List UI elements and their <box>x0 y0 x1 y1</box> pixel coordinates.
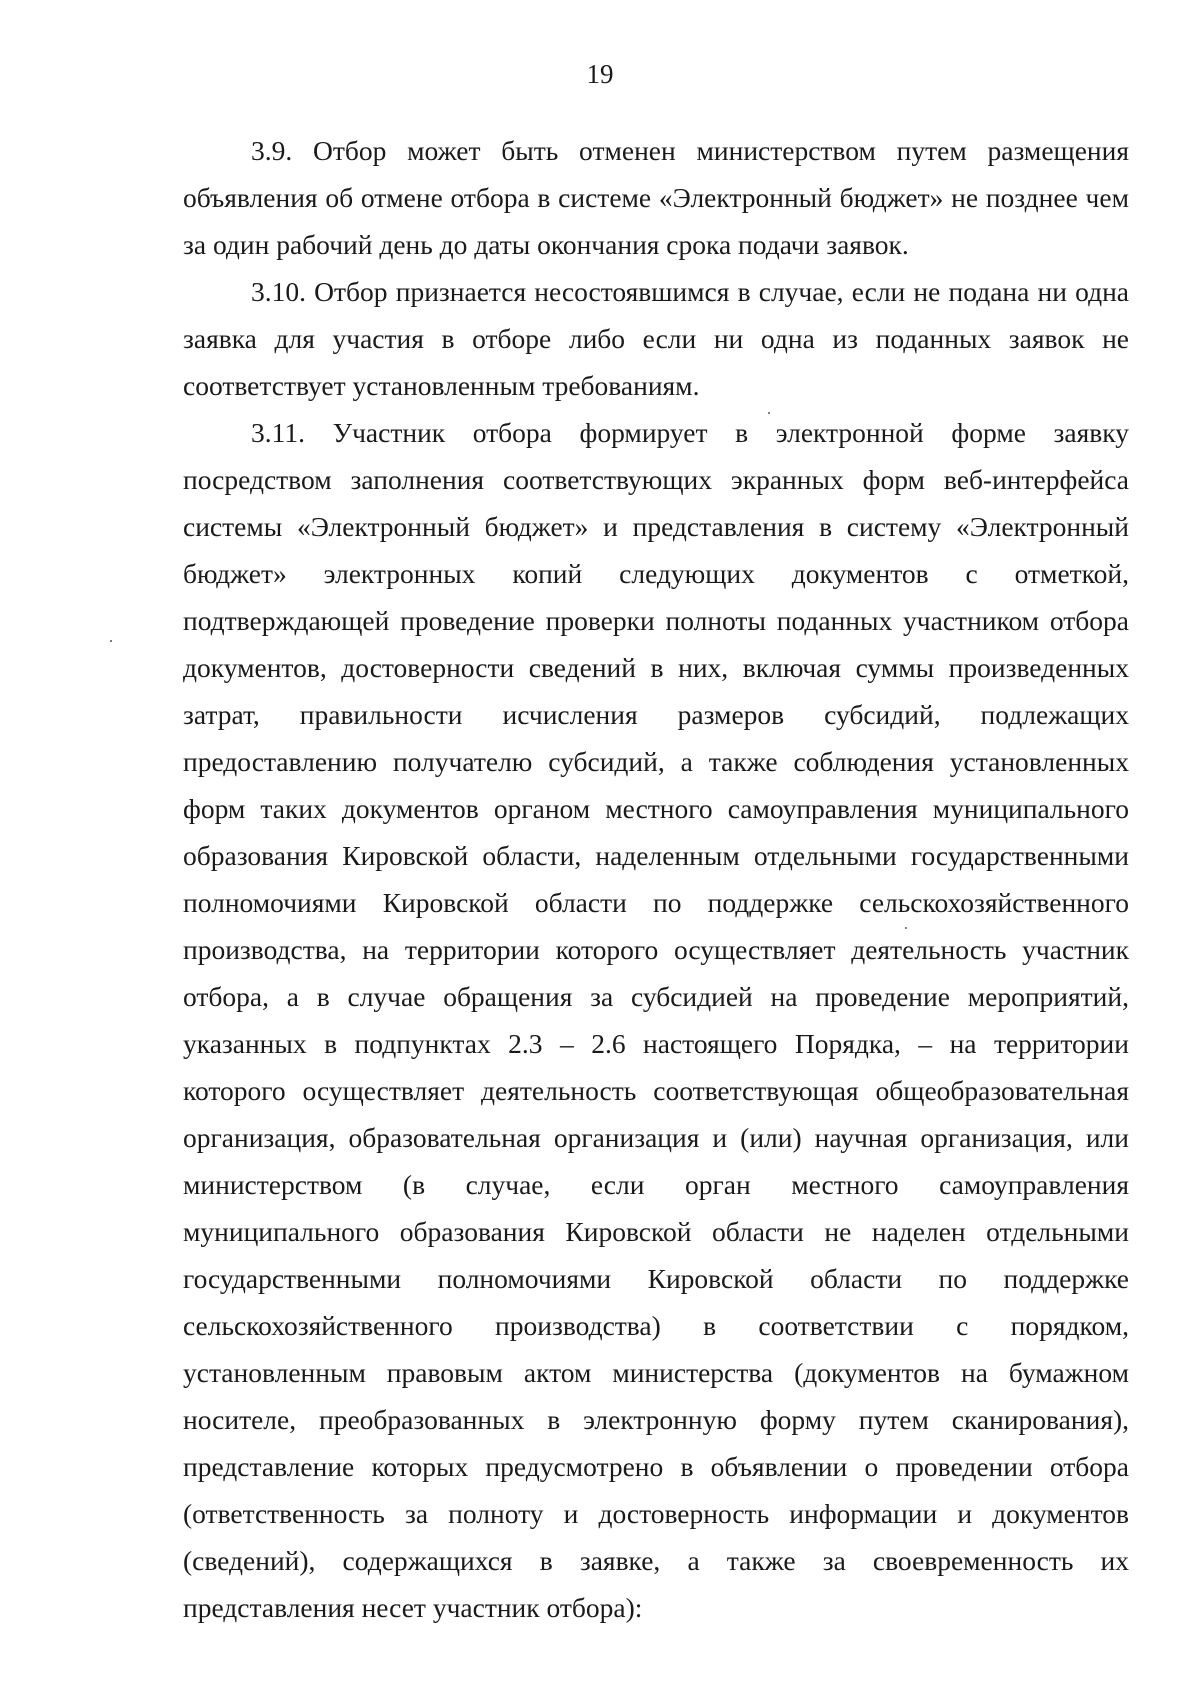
scan-speck <box>768 412 770 414</box>
paragraph-3-11: 3.11. Участник отбора формирует в электронной форме заявку посредством заполнения соответствующих экранных форм веб-интерфейса системы «Электронный бюджет» и представления в систему «Электронный бюджет» электронных копий следующих документов с отметкой, подтверждающей проведение проверки полноты поданных участником отбора документов, достоверности сведений в них, включая суммы произведенных затрат, правильности исчисления размеров субсидий, подлежащих предоставлению получателю субсидий, а также соблюдения установленных форм таких документов органом местного самоуправления муниципального образования Кировской области, наделенным отдельными государственными полномочиями Кировской области по поддержке сельскохозяйственного производства, на территории которого осуществляет деятельность участник отбора, а в случае обращения за субсидией на проведение мероприятий, указанных в подпунктах 2.3 – 2.6 настоящего Порядка, – на территории которого осуществляет деятельность соответствующая общеобразовательная организация, образовательная организация и (или) научная организация, или министерством (в случае, если орган местного самоуправления муниципального образования Кировской области не наделен отдельными государственными полномочиями Кировской области по поддержке сельскохозяйственного производства) в соответствии с порядком, установленным правовым актом министерства (документов на бумажном носителе, преобразованных в электронную форму путем сканирования), представление которых предусмотрено в объявлении о проведении отбора (ответственность за полноту и достоверность информации и документов (сведений), содержащихся в заявке, а также за своевременность их представления несет участник отбора): <box>183 417 1129 1623</box>
page-number: 19 <box>586 59 614 89</box>
scan-speck <box>110 640 112 642</box>
paragraph-3-9: 3.9. Отбор может быть отменен министерством путем размещения объявления об отмене отбора в системе «Электронный бюджет» не позднее чем за один рабочий день до даты окончания срока подачи заявок. <box>183 135 1129 260</box>
paragraph-3-10: 3.10. Отбор признается несостоявшимся в случае, если не подана ни одна заявка для участия в отборе либо если ни одна из поданных заявок не соответствует установленным требованиям. <box>183 276 1129 401</box>
scan-speck <box>905 927 907 929</box>
document-body <box>183 127 1129 1631</box>
